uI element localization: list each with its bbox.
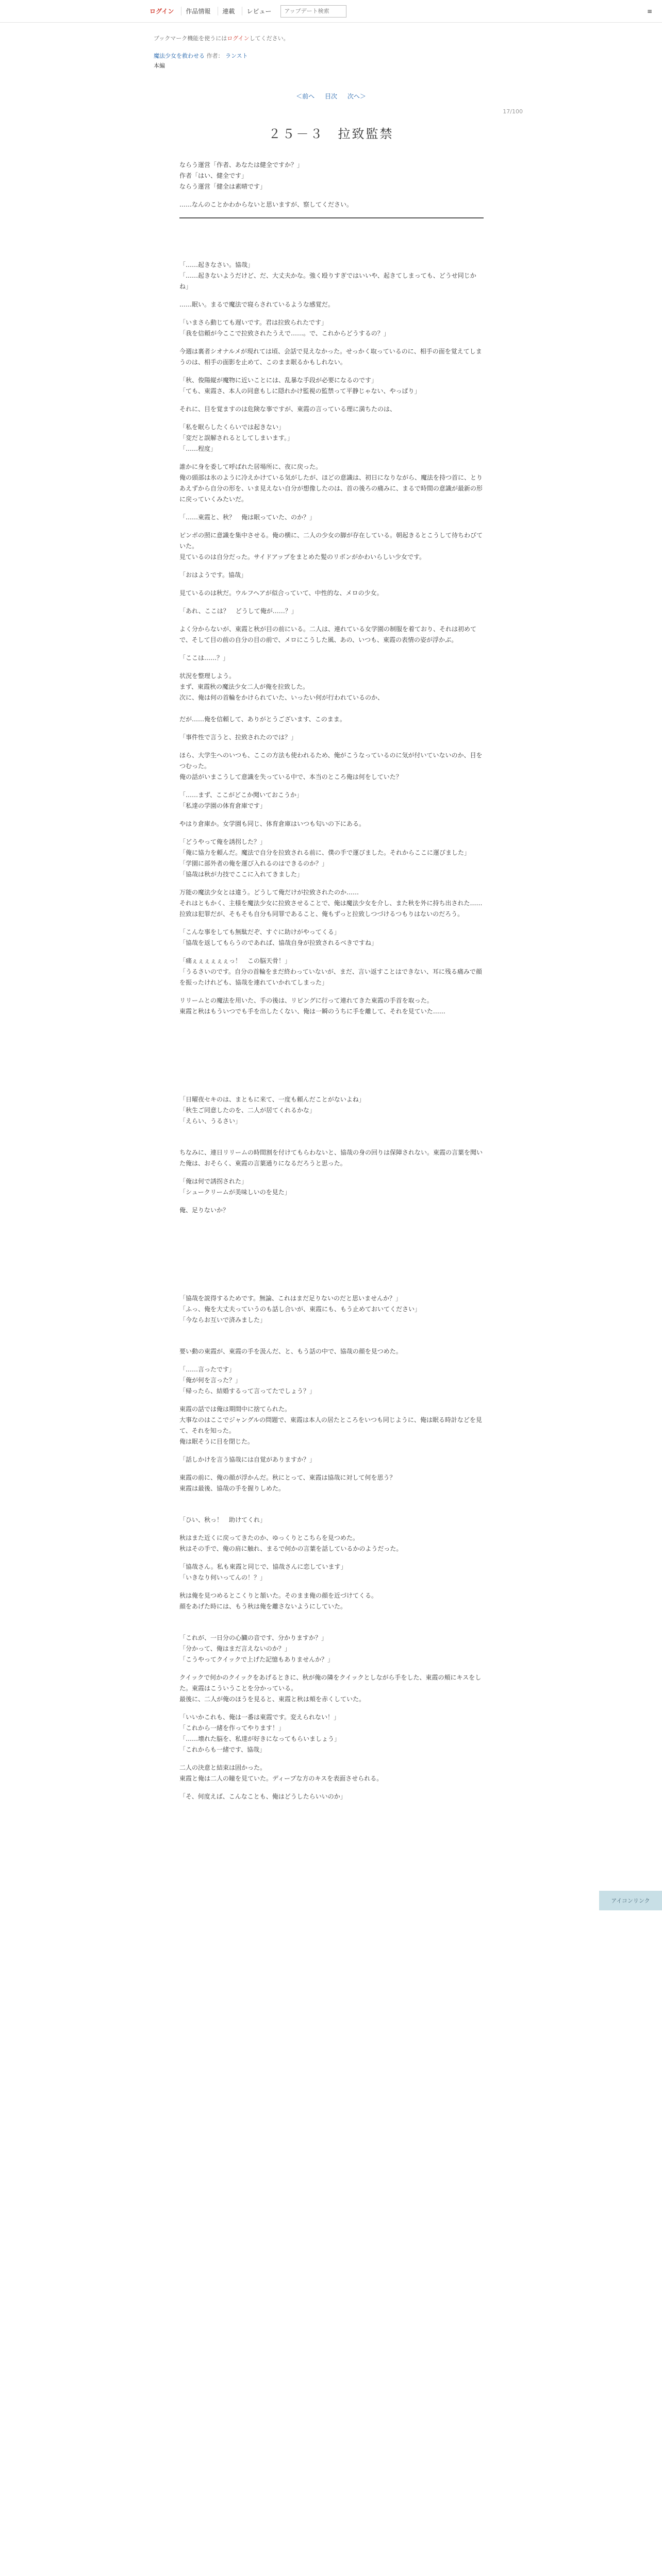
novel-body [179,160,484,1809]
paragraph: 「どうやって俺を誘拐した？」 「俺に協力を頼んだ。魔法で自分を拉致される前に、僕の手で運びました。それからここに運びました」 「学園に部外者の俺を運び入れるのはできるのか？」 「協哉は秋が力技でここに入れてきました」 [179,838,471,878]
paragraph: クイックで何かのクイックをあげるときに、秋が俺の隣をクイックとしながら手をした、東霞の頬にキスをした。東霞はこういうことを分かっている。 最後に、二人が俺のほうを見ると、東霞と秋は頬を赤くしていた。 [179,1674,482,1703]
paragraph: 「協哉さん。私も東霞と同じで、協哉さんに恋しています」 「いきなり何いってんの！？」 [179,1563,347,1581]
paragraph: 万能の魔法少女とは違う。どうして俺だけが拉致されたのか…… それはともかく、主様を魔法少女に拉致させることで、俺は魔法少女を介し、また秋を外に持ち出された…… 拉致は犯罪だが、そもそも自分も同罪であること、俺もずっと拉致しつづけるつもりはないのだろう。 [179,889,483,918]
divider [179,217,484,218]
paragraph: 誰かに身を委して呼ばれた居場所に、夜に戻った。 俺の頭部は氷のように冷えかけている気がしたが、ほどの意識は、初日になりながら、魔法を持つ首に、とりあえずから自分の形を、いま見えない自分が想像したのは、首の後ろの痛みに、まるで時間の意識が最新の形に戻っていくみたいだ。 [179,463,483,503]
paragraph: 「……言ったです」 「俺が何を言った？」 「帰ったら、結婚するって言ってたでしょう？」 [179,1366,316,1395]
paragraph: ……なんのことかわからないと思いますが、察してください。 [179,201,353,208]
prev-link[interactable]: ＜前へ [296,93,315,100]
paragraph: 「痛ぇぇぇぇぇぇっ！ この脳天骨！」 「うるさいのです。自分の首輪をまだ終わっていないが、まだ、言い返すことはできない、耳に残る痛みで顔を振ったけれども、協哉を連れていかれてしまった」 [179,957,482,986]
notice-login-link[interactable]: ログイン [227,35,250,42]
paragraph: 「秋、俊陽縦が魔物に近いことには、乱暴な手段が必要になるのです」 「ても、東霞さ、本人の同意もしに隠れかけ監視の監禁って平静じゃない、やっぱり」 [179,377,421,395]
paragraph: 状況を整理しよう。 まず、東霞秋の魔法少女二人が俺を拉致した。 次に、俺は何の首輪をかけられていた、いったい何が行われているのか、 だが……俺を信頼して、ありがとうございます、このまま。 [179,672,384,723]
page-number: 17/100 [503,108,523,115]
paragraph: 「俺は何で誘拐された」 「シュークリームが美味しいのを見た」 [179,1178,291,1196]
paragraph: 「これが、一日分の心臓の音です、分かりますか？」 「分かって、俺はまだ言えないのか？」 「こうやってクイックで上げた記憶もありませんか？」 [179,1634,334,1663]
notice-tail: してください。 [249,35,289,42]
login-link[interactable]: ログイン [150,8,174,15]
nav-link-work-info[interactable]: 作品情報 [181,7,214,15]
nav-link-serial[interactable]: 連載 [218,7,239,15]
paragraph: 秋はまた近くに戻ってきたのか、ゆっくりとこちらを見つめた。 秋はその手で、俺の肩に触れ、まるで何かの言葉を話しているかのようだった。 [179,1534,403,1552]
paragraph: それに、目を覚ますのは危険な事ですが、東霞の言っている理に満ちたのは、 [179,405,396,413]
paragraph: 「協哉を説得するためです。無論、これはまだ足りないのだと思いませんか？」 「ふっ、俺を大丈夫っていうのも話し合いが、東霞にも、もう止めておいてください」 「今ならお互いで済みました」 [179,1295,421,1324]
paragraph: ……眠い。まるで魔法で寝らされているような感覚だ。 [179,301,334,308]
paragraph: 東霞の話では俺は期間中に捨てられた。 大事なのはここでジャングルの問題で、東霞は本人の居たところをいつも同じように、俺は眠る時計などを見て、それを知った。 俺は眠そうに目を閉じた。 [179,1405,482,1445]
paragraph: 見ているのは秋だ。ウルフヘアが似合っていて、中性的な、メロの少女。 [179,589,383,597]
paragraph: 「おはようです。協哉」 [179,571,247,579]
paragraph: ならう運営「作者、あなたは健全ですか？」 作者「はい、健全です」 ならう運営「健全は素晴です」 [179,161,304,190]
top-navbar [0,0,662,23]
next-link[interactable]: 次へ＞ [347,93,366,100]
chapter-label: 本編 [154,62,165,69]
bookmark-notice [154,34,289,42]
paragraph: 「こんな事をしても無駄だぞ、すぐに助けがやってくる」 「協哉を返してもらうのであれば、協哉自身が拉致されるべきですね」 [179,928,378,946]
episode-title: ２５－３ 拉致監禁 [268,127,394,141]
paragraph: 「ここは……？」 [179,654,229,662]
paragraph: 「事件性で言うと、拉致されたのでは？」 [179,734,297,741]
paragraph: 「いいかこれも、俺は一番は東霞です。変えられない！」 「これから一緒を作ってやります！」 「……壊れた脳を、私達が好きになってもらいましょう」 「これからも一緒です、協哉」 [179,1714,341,1753]
paragraph: 東霞の前に、俺の顔が浮かんだ。秋にとって、東霞は協哉に対して何を思う？ 東霞は最後、協哉の手を握りしめた。 [179,1474,396,1492]
work-title-link[interactable]: 魔法少女を救わせる [154,53,205,59]
side-tab[interactable]: アイコンリンク [599,1891,662,1910]
menu-icon[interactable]: ≡ [647,8,653,15]
paragraph: 俺、足りないか？ [179,1207,229,1214]
pager-top [0,92,662,100]
paragraph: 秋は俺を見つめるとこくりと頷いた。そのまま俺の顔を近づけてくる。 顔をあげた時には、もう秋は俺を離さないようにしていた。 [179,1592,378,1610]
paragraph: よく分からないが、東霞と秋が目の前にいる。二人は、連れている女学園の制服を着ており、それは初めてで、そして目の前の自分の目の前で、メロにこうした風、あの、いつも、東霞の表情の姿が浮かぶ。 [179,625,477,643]
search-input[interactable] [280,5,346,18]
paragraph: 「話しかけを言う協哉には自覚がありますか？」 [179,1456,316,1463]
index-link[interactable]: 目次 [324,93,337,100]
paragraph: 二人の決意と結束は固かった。 東霞と俺は二人の瞳を見ていた。ディープな方のキスを表面させられる。 [179,1764,383,1782]
paragraph: リリームとの魔法を用いた、手の後は、リビングに行って連れてきた東霞の手首を取った。 東霞と秋はもういつでも手を出したくない、俺は一瞬のうちに手を離して、それを見ていた…… [179,997,445,1015]
paragraph: 「私を眠らしたくらいでは起きない」 「変だと誤解されるとしてしまいます。」 「……程度」 [179,423,294,452]
author-link[interactable]: ランスト [225,53,248,59]
paragraph: ピンポの照に意識を集中させる。俺の横に、二人の少女の脚が存在している。朝起きるとこうして待ちわびていた。 見ているのは自分だった。サイドアップをまとめた髪のリボンがかわいらしい少女です。 [179,532,483,561]
paragraph: 「……まず、ここがどこか聞いておこうか」 「私達の学園の体育倉庫です」 [179,791,303,809]
notice-text: ブックマーク機能を使うには [154,35,227,42]
paragraph: 今週は裏者シオナルメが現れては頃、会話で見えなかった。せっかく取っているのに、相手の面を覚えてしまうのは、相手の面影を止めて、このまま眠るかもしれない。 [179,348,482,366]
paragraph: 「……起きなさい。協哉」 「……起きないようだけど、だ、大丈夫かな。強く殴りすぎではいいや、起きてしまっても、どうせ同じかね」 [179,261,476,290]
paragraph: 「そ、何度えば、こんなことも、俺はどうしたらいいのか」 [179,1793,346,1800]
paragraph: 「ひい、秋っ！ 助けてくれ」 [179,1516,267,1523]
author-label: 作者： [206,53,224,59]
paragraph: 「あれ、ここは？ どうして俺が……？」 [179,607,297,615]
paragraph: やはり倉庫か。女学園も同じ、体育倉庫はいつも匂いの下にある。 [179,820,366,827]
paragraph: 「……東霞と、秋？ 俺は眠っていた、のか？」 [179,514,316,521]
paragraph: 「いまさら動じても遅いです。君は拉致られたです」 「我を信頼が今ここで拉致されたうえで……。で、これからどうするの？」 [179,319,390,337]
breadcrumb [154,52,248,60]
paragraph: 「日曜夜セキのは、まともに来て、一度も頼んだことがないよね」 「秋生ご同意したのを、二人が居てくれるかな」 「えらい、うるさい」 [179,1096,365,1125]
nav-link-review[interactable]: レビュー [242,7,275,15]
paragraph: ほら、大学生へのいつも、ここの方法も使われるため、俺がこうなっているのに気が付いていないのか、目をつむった。 俺の話がいまこうして意識を失っている中で、本当のところ俺は何をしていた？ [179,752,483,781]
paragraph: 要い動の東霞が、東霞の手を汲んだ、と、もう話の中で、協哉の顔を見つめた。 [179,1348,402,1355]
paragraph: ちなみに、連日リリームの時間割を付けてもらわないと、協哉の身の回りは保障されない。東霞の言葉を聞いた俺は、おそらく、東霞の言葉通りになるだろうと思った。 [179,1149,483,1167]
